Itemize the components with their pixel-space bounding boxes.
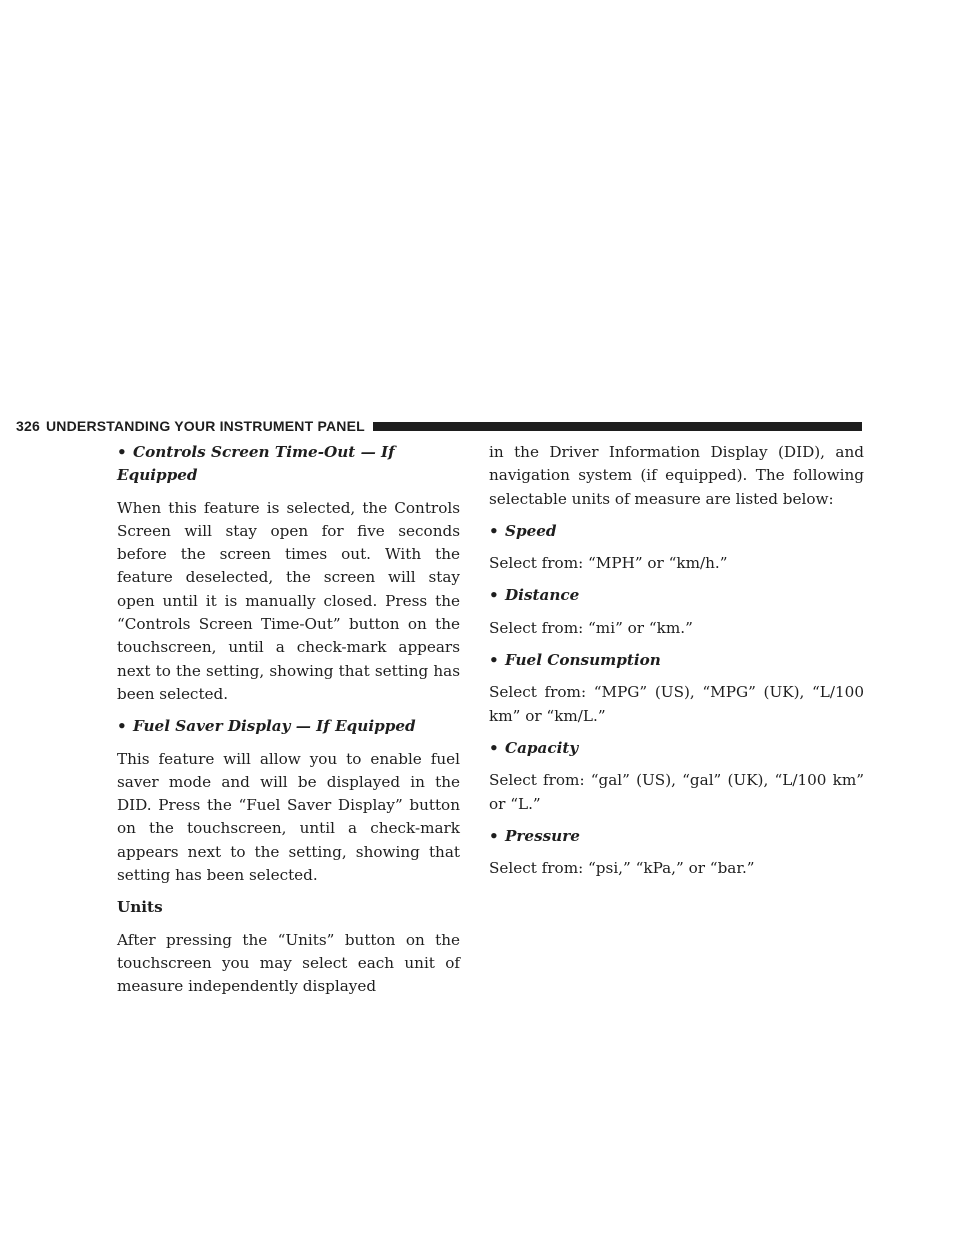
bullet-dot: • — [117, 443, 127, 461]
bullet-dot: • — [117, 717, 127, 736]
left-column — [117, 441, 460, 1008]
paragraph-pressure: Select from: “psi,” “kPa,” or “bar.” — [489, 859, 755, 878]
bullet-label: Fuel Saver Display — If Equipped — [133, 717, 416, 736]
paragraph-controls-screen-timeout: When this feature is selected, the Controls Screen will stay open for five seconds before the screen times out. With the feature deselected, the screen will stay open until it is manually closed. Press the “Controls Screen Time-Out” button on the touchscreen, until a check-mark appears next to the setting, showing that setting has been selected. — [117, 498, 460, 703]
right-column — [489, 441, 864, 889]
page-header — [16, 416, 862, 436]
paragraph-distance: Select from: “mi” or “km.” — [489, 618, 693, 637]
bullet-dot: • — [489, 826, 499, 845]
bullet-distance — [489, 584, 864, 607]
bullet-speed — [489, 520, 864, 543]
bullet-controls-screen-timeout — [117, 441, 460, 488]
header-rule — [373, 422, 862, 431]
bullet-dot: • — [489, 521, 499, 540]
bullet-label: Distance — [505, 586, 580, 605]
paragraph-units: After pressing the “Units” button on the touchscreen you may select each unit of measure independently displayed — [117, 930, 460, 996]
paragraph-speed: Select from: “MPH” or “km/h.” — [489, 554, 728, 573]
bullet-label: Pressure — [505, 826, 580, 845]
bullet-dot: • — [489, 738, 499, 757]
paragraph-capacity: Select from: “gal” (US), “gal” (UK), “L/100 km” or “L.” — [489, 771, 864, 813]
section-title: UNDERSTANDING YOUR INSTRUMENT PANEL — [45, 418, 365, 434]
page-number: 326 — [16, 418, 40, 434]
paragraph-fuel-saver-display: This feature will allow you to enable fuel saver mode and will be displayed in the DID. Press the “Fuel Saver Display” button on the touchscreen, until a check-mark appears next to the setting, showing that setting has been selected. — [117, 749, 460, 885]
bullet-label: Controls Screen Time-Out — If Equipped — [117, 443, 395, 485]
paragraph-units-continued: in the Driver Information Display (DID), and navigation system (if equipped). The following selectable units of measure are listed below: — [489, 443, 864, 508]
bullet-label: Fuel Consumption — [505, 651, 661, 670]
bullet-dot: • — [489, 586, 499, 605]
bullet-capacity — [489, 737, 864, 760]
bullet-fuel-saver-display — [117, 715, 460, 738]
subheading-units: Units — [117, 898, 163, 917]
bullet-label: Speed — [505, 521, 557, 540]
bullet-pressure — [489, 825, 864, 848]
paragraph-fuel-consumption: Select from: “MPG” (US), “MPG” (UK), “L/100 km” or “km/L.” — [489, 683, 864, 725]
bullet-dot: • — [489, 651, 499, 670]
bullet-label: Capacity — [505, 738, 579, 757]
bullet-fuel-consumption — [489, 649, 864, 672]
